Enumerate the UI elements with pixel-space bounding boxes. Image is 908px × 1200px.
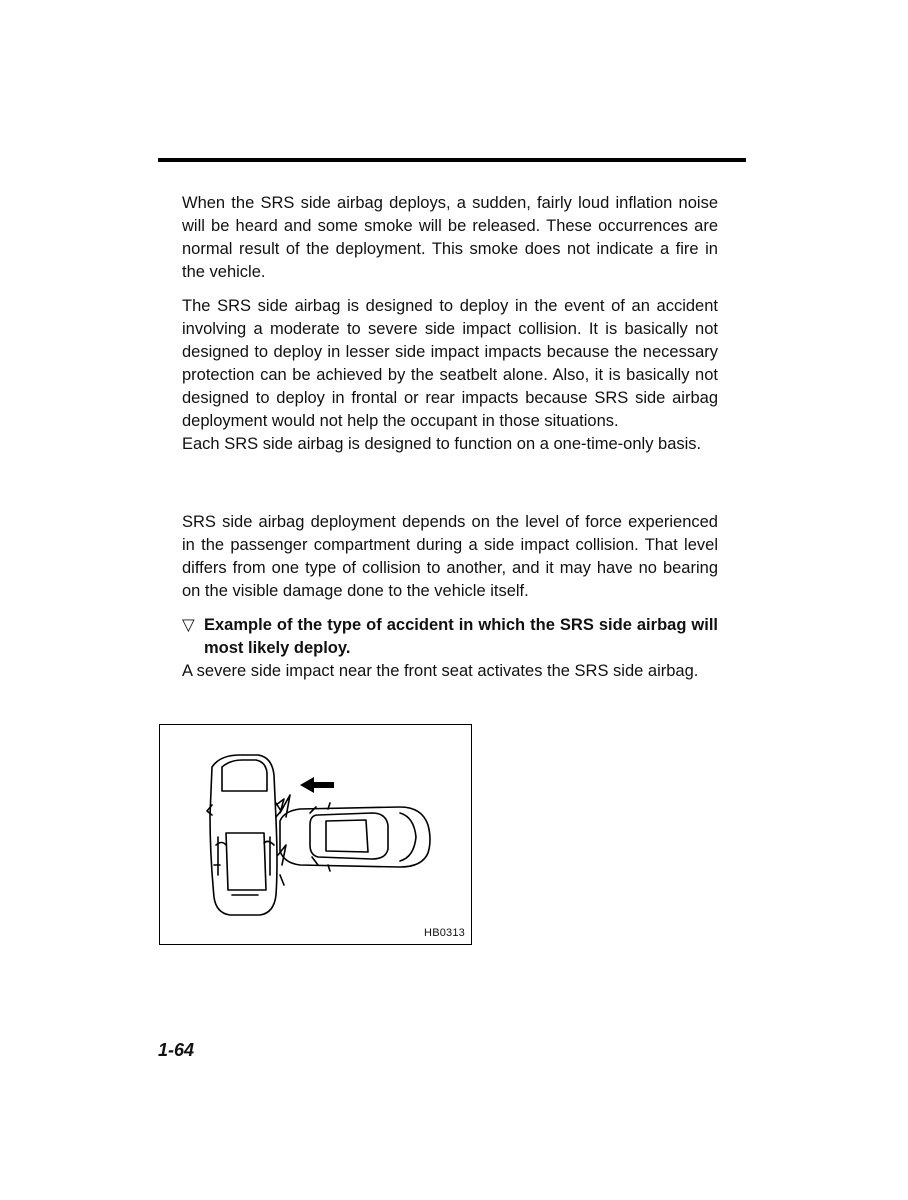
paragraph-text: When the SRS side airbag deploys, a sudden, fairly loud inflation noise will be heard and some smoke will be released. These occurrences are normal result of the deployment. This smoke does not indicate a fire in the vehicle.: [182, 194, 718, 281]
paragraph-text: SRS side airbag deployment depends on the level of force experienced in the passenger compartment during a side impact collision. That level differs from one type of collision to another, and it may have no bearing on the visible damage done to the vehicle itself.: [182, 513, 718, 600]
example-body: A severe side impact near the front seat activates the SRS side airbag.: [182, 662, 699, 680]
side-impact-diagram: [160, 725, 473, 946]
collision-illustration: [159, 724, 472, 945]
paragraph-text: Each SRS side airbag is designed to function on a one-time-only basis.: [182, 435, 702, 453]
example-section: [182, 614, 718, 683]
struck-car-icon: [207, 755, 281, 915]
example-heading-text: Example of the type of accident in which the SRS side airbag will most likely deploy.: [204, 616, 718, 657]
striking-car-icon: [280, 803, 430, 871]
header-rule: [158, 158, 746, 162]
paragraph-text: The SRS side airbag is designed to deploy in the event of an accident involving a moderate to severe side impact collision. It is basically not designed to deploy in lesser side impact impacts because the necessary protection can be achieved by the seatbelt alone. Also, it is basically not designed to deploy in frontal or rear impacts because SRS side airbag deployment would not help the occupant in those situations.: [182, 297, 718, 430]
paragraph-deployment-noise: [182, 192, 718, 284]
impact-crush-icon: [276, 795, 290, 885]
example-heading: [182, 614, 718, 660]
page-number: 1-64: [158, 1040, 195, 1060]
triangle-marker-icon: ▽: [182, 616, 195, 634]
paragraph-force-level: [182, 511, 718, 603]
figure-code: HB0313: [424, 927, 465, 939]
impact-direction-arrow-icon: [300, 777, 334, 793]
paragraph-deployment-conditions: [182, 295, 718, 456]
